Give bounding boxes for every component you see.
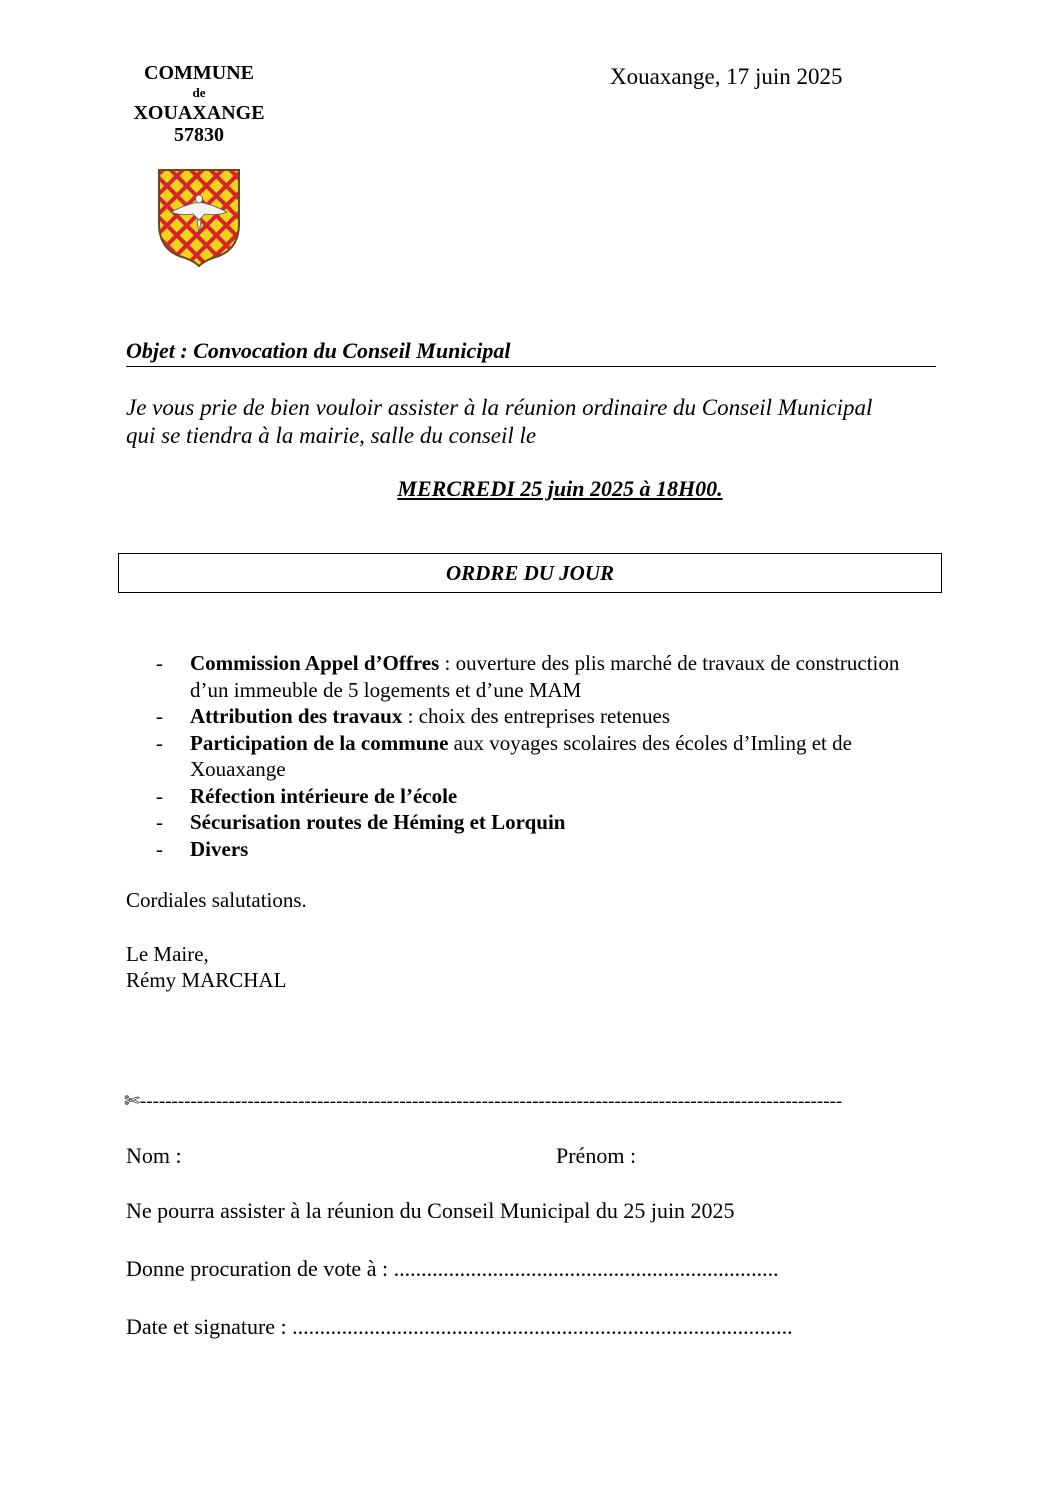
coat-of-arms-icon	[157, 166, 241, 268]
agenda-list	[156, 650, 916, 862]
agenda-title: ORDRE DU JOUR	[118, 553, 942, 593]
agenda-item-text: : ouverture des plis marché de travaux de construction d’un immeuble de 5 logements et d’une MAM	[190, 651, 900, 702]
list-bullet: -	[156, 651, 163, 675]
agenda-item-text: : choix des entreprises retenues	[402, 704, 671, 728]
commune-de: de	[192, 85, 206, 100]
list-item	[156, 703, 916, 730]
closing-salutation: Cordiales salutations.	[126, 888, 307, 912]
meeting-date: MERCREDI 25 juin 2025 à 18H00.	[397, 476, 723, 501]
list-item	[156, 809, 916, 836]
agenda-item-bold: Participation de la commune	[190, 730, 449, 755]
commune-header	[118, 62, 280, 146]
intro-line-1: Je vous prie de bien vouloir assister à la réunion ordinaire du Conseil Municipal	[126, 395, 873, 420]
list-bullet: -	[156, 704, 163, 728]
nom-field: Nom :	[126, 1143, 182, 1168]
signature-block	[126, 941, 286, 993]
list-item	[156, 650, 916, 703]
cut-dashes: ---------------------------------------------------------------------------------------------------------------	[139, 1091, 843, 1112]
date-line: Xouaxange, 17 juin 2025	[610, 64, 843, 89]
date-signature-field: Date et signature : ...........................................................................................	[126, 1314, 793, 1339]
list-bullet: -	[156, 836, 163, 861]
intro-line-2: qui se tiendra à la mairie, salle du conseil le	[126, 423, 537, 448]
agenda-item-text: aux voyages scolaires des écoles d’Imling et de Xouaxange	[190, 730, 852, 781]
cut-line	[124, 1090, 914, 1113]
agenda-item-bold: Divers	[190, 836, 249, 861]
commune-name: XOUAXANGE	[133, 102, 265, 125]
subject-line: Objet : Convocation du Conseil Municipal	[126, 338, 936, 367]
proxy-field: Donne procuration de vote à : ......................................................................	[126, 1256, 779, 1281]
agenda-item-bold: Commission Appel d’Offres	[190, 651, 440, 675]
agenda-item-bold: Réfection intérieure de l’école	[190, 783, 458, 808]
agenda-item-bold: Sécurisation routes de Héming et Lorquin	[190, 810, 566, 834]
list-bullet: -	[156, 783, 163, 808]
list-bullet: -	[156, 730, 163, 755]
postal-code: 57830	[174, 124, 224, 147]
list-item	[156, 783, 916, 810]
prenom-field: Prénom :	[556, 1143, 637, 1168]
commune-label: COMMUNE	[144, 62, 254, 84]
agenda-item-bold: Attribution des travaux	[190, 704, 403, 728]
signature-name: Rémy MARCHAL	[126, 968, 287, 992]
scissors-icon: ✄	[124, 1091, 140, 1112]
list-item	[156, 836, 916, 863]
intro-paragraph	[126, 394, 956, 450]
absence-statement: Ne pourra assister à la réunion du Conseil Municipal du 25 juin 2025	[126, 1198, 735, 1223]
signature-title: Le Maire,	[126, 942, 209, 966]
list-bullet: -	[156, 810, 163, 834]
list-item	[156, 730, 916, 783]
